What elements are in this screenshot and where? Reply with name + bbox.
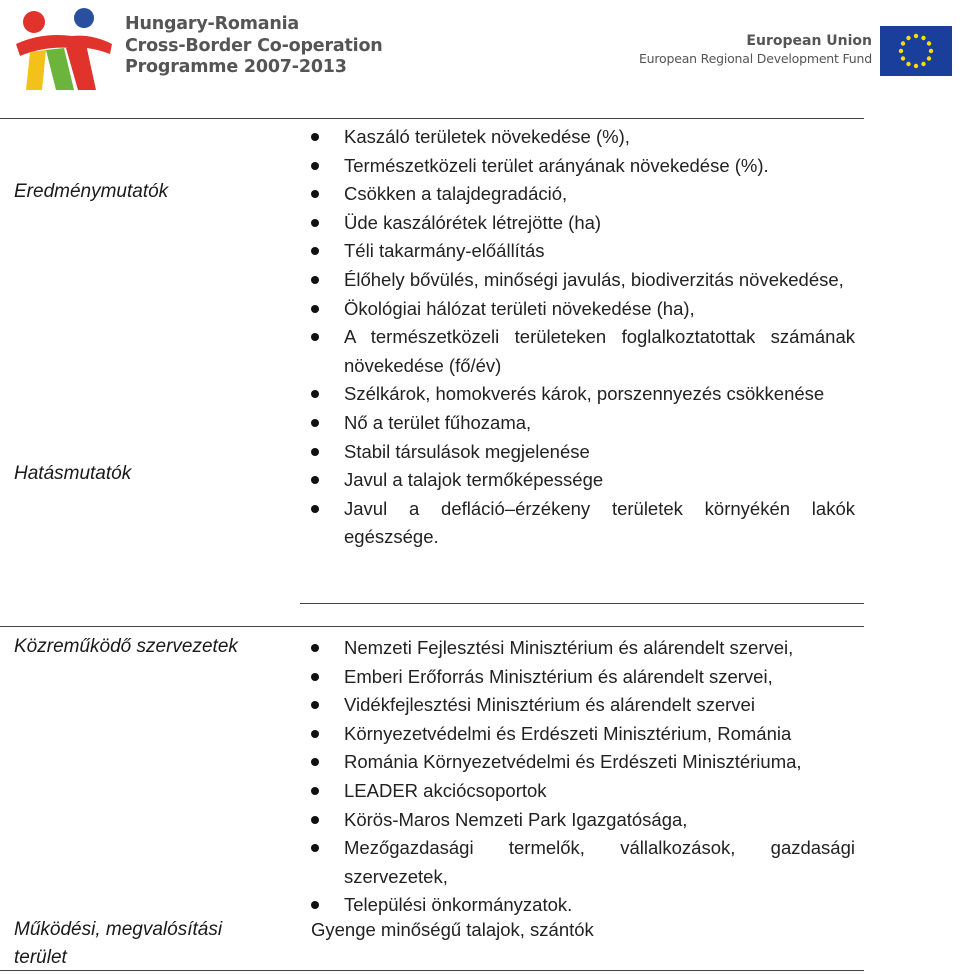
eu-title: European Union bbox=[746, 33, 872, 49]
list-item: Vidékfejlesztési Minisztérium és alárendelt szervei bbox=[344, 691, 855, 720]
table-rule bbox=[300, 603, 864, 604]
label-mukodesi-terulet: Működési, megvalósítási terület bbox=[14, 919, 223, 968]
organization-list bbox=[344, 634, 855, 920]
list-item: Körös-Maros Nemzeti Park Igazgatósága, bbox=[344, 806, 855, 835]
page-header bbox=[0, 0, 960, 100]
list-item: Stabil társulások megjelenése bbox=[344, 438, 855, 467]
programme-title bbox=[125, 14, 383, 79]
list-item: LEADER akciócsoportok bbox=[344, 777, 855, 806]
list-item: Románia Környezetvédelmi és Erdészeti Minisztériuma, bbox=[344, 748, 855, 777]
list-item: Téli takarmány-előállítás bbox=[344, 237, 855, 266]
list-item: Ökológiai hálózat területi növekedése (ha), bbox=[344, 295, 855, 324]
list-item: Javul a talajok termőképessége bbox=[344, 466, 855, 495]
list-item: Kaszáló területek növekedése (%), bbox=[344, 123, 855, 152]
indicator-list bbox=[344, 123, 855, 552]
label-hatasmutatok: Hatásmutatók bbox=[14, 463, 132, 484]
mukodesi-terulet-value: Gyenge minőségű talajok, szántók bbox=[311, 919, 594, 940]
list-item: A természetközeli területeken foglalkoztatottak számának növekedése (fő/év) bbox=[344, 323, 855, 380]
list-item: Javul a defláció–érzékeny területek környékén lakók egészsége. bbox=[344, 495, 855, 552]
list-item: Mezőgazdasági termelők, vállalkozások, gazdasági szervezetek, bbox=[344, 834, 855, 891]
table-rule bbox=[0, 626, 864, 627]
eu-text bbox=[616, 32, 872, 67]
list-item: Csökken a talajdegradáció, bbox=[344, 180, 855, 209]
list-item: Szélkárok, homokverés károk, porszennyezés csökkenése bbox=[344, 380, 855, 409]
programme-line-3: Programme 2007-2013 bbox=[125, 57, 347, 77]
eu-subtitle: European Regional Development Fund bbox=[638, 51, 872, 66]
list-item: Természetközeli terület arányának növekedése (%). bbox=[344, 152, 855, 181]
list-item: Üde kaszálórétek létrejötte (ha) bbox=[344, 209, 855, 238]
programme-logo bbox=[12, 4, 120, 97]
eu-flag-icon bbox=[880, 26, 952, 76]
table-rule bbox=[0, 970, 864, 971]
label-eredmenymutatok: Eredménymutatók bbox=[14, 181, 169, 202]
programme-line-2: Cross-Border Co-operation bbox=[125, 35, 383, 56]
list-item: Települési önkormányzatok. bbox=[344, 891, 855, 920]
list-item: Nemzeti Fejlesztési Minisztérium és alárendelt szervei, bbox=[344, 634, 855, 663]
list-item: Nő a terület fűhozama, bbox=[344, 409, 855, 438]
table-rule bbox=[0, 118, 864, 119]
list-item: Élőhely bővülés, minőségi javulás, biodiverzitás növekedése, bbox=[344, 266, 855, 295]
label-kozremukodo-szervezetek: Közreműködő szervezetek bbox=[14, 636, 238, 657]
programme-line-1: Hungary-Romania bbox=[125, 14, 300, 34]
list-item: Környezetvédelmi és Erdészeti Minisztérium, Románia bbox=[344, 720, 855, 749]
list-item: Emberi Erőforrás Minisztérium és alárendelt szervei, bbox=[344, 663, 855, 692]
